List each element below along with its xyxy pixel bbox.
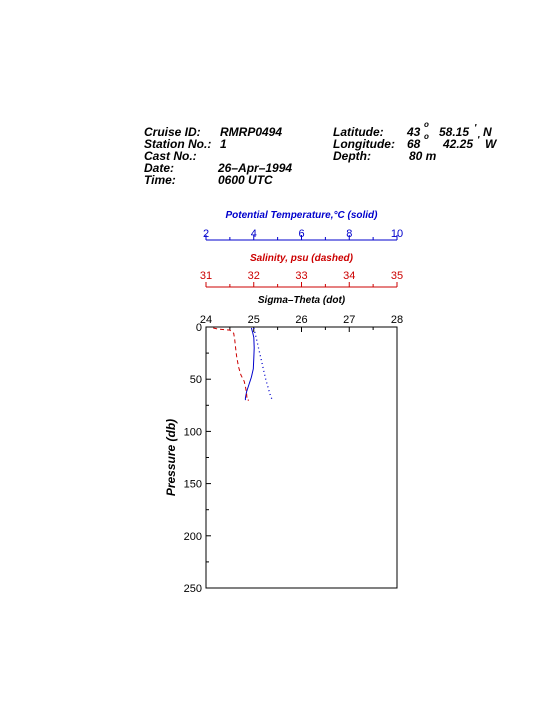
temperature-tick-label: 10	[390, 228, 404, 240]
series-layer	[213, 328, 273, 401]
sigma-axis-title: Sigma–Theta (dot)	[257, 295, 346, 306]
depth-value: 80 m	[409, 149, 437, 163]
pressure-tick-label: 250	[183, 583, 202, 595]
temperature-tick-label: 8	[346, 228, 353, 240]
station-label: Station No.:	[144, 137, 212, 151]
latitude-degrees: 43	[407, 125, 421, 139]
depth-label: Depth:	[333, 149, 371, 163]
pressure-tick-label: 0	[195, 322, 202, 334]
longitude-minutes: 42.25	[443, 137, 474, 151]
temperature-axis-title: Potential Temperature,°C (solid)	[225, 210, 378, 221]
axes-layer	[164, 210, 403, 595]
sigma-tick-label: 25	[247, 314, 260, 326]
temperature-tick-label: 2	[202, 228, 210, 240]
time-value: 0600 UTC	[218, 173, 273, 187]
salinity-tick-label: 34	[343, 270, 356, 282]
salinity-axis-title: Salinity, psu (dashed)	[250, 253, 353, 264]
salinity-tick-label: 32	[247, 270, 260, 282]
pressure-tick-label: 100	[183, 426, 202, 439]
longitude-degrees: 68	[407, 137, 421, 151]
sigma-tick-label: 26	[295, 314, 308, 326]
latitude-minute-symbol: '	[474, 123, 477, 134]
date-value: 26–Apr–1994	[218, 161, 293, 175]
latitude-label: Latitude:	[333, 125, 384, 139]
cast-label: Cast No.:	[144, 149, 197, 163]
salinity-tick-label: 33	[295, 270, 308, 282]
temperature-tick-label: 4	[250, 228, 257, 240]
pressure-tick-label: 150	[183, 478, 202, 491]
time-label: Time:	[144, 173, 176, 187]
latitude-degree-symbol: o	[424, 120, 429, 129]
longitude-hemisphere: W	[485, 137, 497, 151]
sigma-series-line	[254, 328, 273, 401]
sigma-tick-label: 28	[390, 314, 404, 326]
sigma-tick-label: 27	[343, 314, 356, 326]
longitude-minute-symbol: '	[477, 135, 480, 146]
cruise-value: RMRP0494	[220, 125, 283, 139]
salinity-tick-label: 35	[390, 270, 404, 282]
longitude-degree-symbol: o	[424, 132, 429, 141]
sigma-tick-label: 24	[199, 314, 213, 326]
salinity-series-line	[213, 328, 249, 400]
salinity-tick-label: 31	[199, 270, 213, 282]
latitude-hemisphere: N	[483, 125, 492, 139]
latitude-minutes: 58.15	[439, 125, 470, 139]
pressure-tick-label: 50	[189, 374, 202, 387]
date-label: Date:	[144, 161, 175, 175]
pressure-tick-label: 200	[183, 530, 202, 543]
cruise-label: Cruise ID:	[144, 125, 201, 139]
pressure-axis-title: Pressure (db)	[164, 418, 178, 497]
temperature-tick-label: 6	[298, 228, 305, 240]
longitude-label: Longitude:	[333, 137, 395, 151]
plot-frame	[206, 327, 397, 588]
station-value: 1	[220, 137, 227, 151]
temperature-series-line	[245, 328, 254, 400]
